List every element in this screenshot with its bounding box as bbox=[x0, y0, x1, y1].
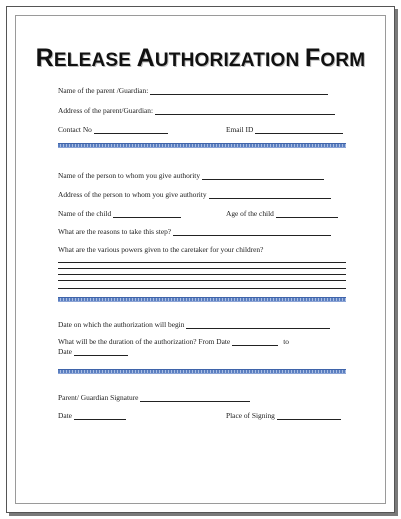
authority-name-row: Name of the person to whom you give authority bbox=[58, 171, 324, 180]
contact-no-field[interactable] bbox=[94, 126, 168, 134]
to-date-field[interactable] bbox=[74, 348, 128, 356]
authority-address-row: Address of the person to whom you give authority bbox=[58, 190, 331, 199]
email-id-field[interactable] bbox=[255, 126, 343, 134]
parent-address-row: Address of the parent/Guardian: bbox=[58, 106, 335, 115]
from-date-field[interactable] bbox=[232, 338, 278, 346]
signing-date-row: Date bbox=[58, 411, 126, 420]
section-divider-3 bbox=[58, 369, 346, 374]
powers-line-4[interactable] bbox=[58, 280, 346, 281]
form-title: RELEASE AUTHORIZATION FORM bbox=[35, 44, 366, 72]
contact-no-row: Contact No bbox=[58, 125, 168, 134]
section-divider-1 bbox=[58, 143, 346, 148]
authority-name-field[interactable] bbox=[202, 172, 324, 180]
authority-address-field[interactable] bbox=[209, 191, 331, 199]
begin-date-field[interactable] bbox=[186, 321, 330, 329]
child-name-row: Name of the child bbox=[58, 209, 181, 218]
place-of-signing-row: Place of Signing bbox=[226, 411, 341, 420]
child-age-field[interactable] bbox=[276, 210, 338, 218]
email-id-row: Email ID bbox=[226, 125, 343, 134]
parent-address-field[interactable] bbox=[155, 107, 335, 115]
signature-row: Parent/ Guardian Signature bbox=[58, 393, 250, 402]
begin-date-row: Date on which the authorization will begin bbox=[58, 320, 330, 329]
powers-line-1[interactable] bbox=[58, 262, 346, 263]
duration-row: What will be the duration of the authorization? From Date to bbox=[58, 337, 289, 346]
powers-line-2[interactable] bbox=[58, 268, 346, 269]
powers-line-5[interactable] bbox=[58, 288, 346, 289]
parent-name-row: Name of the parent /Guardian: bbox=[58, 86, 328, 95]
reasons-field[interactable] bbox=[173, 228, 331, 236]
powers-line-3[interactable] bbox=[58, 274, 346, 275]
reasons-row: What are the reasons to take this step? bbox=[58, 227, 331, 236]
place-of-signing-field[interactable] bbox=[277, 412, 341, 420]
signature-field[interactable] bbox=[140, 394, 250, 402]
section-divider-2 bbox=[58, 297, 346, 302]
powers-row: What are the various powers given to the caretaker for your children? bbox=[58, 245, 264, 254]
signing-date-field[interactable] bbox=[74, 412, 126, 420]
parent-name-field[interactable] bbox=[150, 87, 328, 95]
child-name-field[interactable] bbox=[113, 210, 181, 218]
to-date-row: Date bbox=[58, 347, 128, 356]
child-age-row: Age of the child bbox=[226, 209, 338, 218]
